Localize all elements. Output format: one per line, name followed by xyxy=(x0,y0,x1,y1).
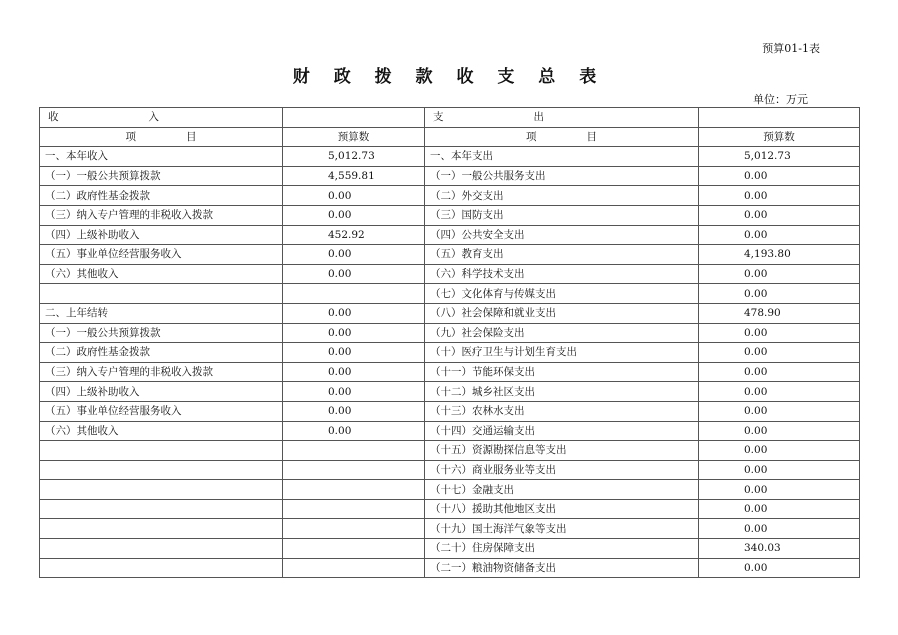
income-value-cell: 0.00 xyxy=(283,205,425,225)
table-row xyxy=(40,558,860,578)
expense-item-char1: 项 xyxy=(526,130,537,143)
income-item-cell: （四）上级补助收入 xyxy=(40,225,283,245)
income-item-cell: （三）纳入专户管理的非税收入拨款 xyxy=(40,205,283,225)
section-header-row xyxy=(40,108,860,128)
expense-header xyxy=(425,108,699,128)
table-row xyxy=(40,343,860,363)
unit-label: 单位：万元 xyxy=(753,93,808,106)
expense-value-cell: 0.00 xyxy=(699,323,860,343)
expense-item-cell: （四）公共安全支出 xyxy=(425,225,699,245)
table-row xyxy=(40,539,860,559)
table-row xyxy=(40,499,860,519)
income-value-cell: 4,559.81 xyxy=(283,166,425,186)
income-value-cell: 5,012.73 xyxy=(283,147,425,167)
expense-value-cell: 0.00 xyxy=(699,186,860,206)
expense-value-cell: 0.00 xyxy=(699,264,860,284)
income-value-cell: 0.00 xyxy=(283,343,425,363)
income-value-cell: 0.00 xyxy=(283,186,425,206)
expense-item-cell: （十四）交通运输支出 xyxy=(425,421,699,441)
expense-header-char1: 支 xyxy=(433,111,444,124)
income-item-cell xyxy=(40,558,283,578)
table-row xyxy=(40,147,860,167)
income-item-cell: （三）纳入专户管理的非税收入拨款 xyxy=(40,362,283,382)
expense-item-cell: （五）教育支出 xyxy=(425,245,699,265)
expense-value-cell: 0.00 xyxy=(699,166,860,186)
income-value-cell xyxy=(283,539,425,559)
income-item-cell: （五）事业单位经营服务收入 xyxy=(40,245,283,265)
income-item-cell: 二、上年结转 xyxy=(40,303,283,323)
table-row xyxy=(40,225,860,245)
income-header xyxy=(40,108,283,128)
table-row xyxy=(40,421,860,441)
income-value-cell: 0.00 xyxy=(283,362,425,382)
table-body xyxy=(40,108,860,578)
table-row xyxy=(40,460,860,480)
expense-item-cell: （一）一般公共服务支出 xyxy=(425,166,699,186)
table-row xyxy=(40,284,860,304)
table-row xyxy=(40,441,860,461)
income-item-cell: （四）上级补助收入 xyxy=(40,382,283,402)
expense-item-cell: （二）外交支出 xyxy=(425,186,699,206)
expense-item-cell: （三）国防支出 xyxy=(425,205,699,225)
income-item-cell: （一）一般公共预算拨款 xyxy=(40,166,283,186)
income-header-blank xyxy=(283,108,425,128)
income-value-cell: 0.00 xyxy=(283,401,425,421)
income-header-char1: 收 xyxy=(48,111,59,124)
income-item-cell: （一）一般公共预算拨款 xyxy=(40,323,283,343)
income-item-cell: （六）其他收入 xyxy=(40,421,283,441)
income-value-cell xyxy=(283,480,425,500)
expense-item-cell: （九）社会保险支出 xyxy=(425,323,699,343)
income-value-cell xyxy=(283,558,425,578)
expense-value-cell: 0.00 xyxy=(699,499,860,519)
table-row xyxy=(40,245,860,265)
expense-header-blank xyxy=(699,108,860,128)
expense-item-cell: （十二）城乡社区支出 xyxy=(425,382,699,402)
table-row xyxy=(40,264,860,284)
table-row xyxy=(40,303,860,323)
table-row xyxy=(40,323,860,343)
expense-value-cell: 0.00 xyxy=(699,382,860,402)
expense-value-cell: 0.00 xyxy=(699,343,860,363)
expense-item-cell: （十六）商业服务业等支出 xyxy=(425,460,699,480)
expense-value-cell: 0.00 xyxy=(699,441,860,461)
expense-value-cell: 0.00 xyxy=(699,401,860,421)
table-row xyxy=(40,166,860,186)
expense-value-cell: 0.00 xyxy=(699,558,860,578)
expense-item-char2: 目 xyxy=(586,130,597,143)
income-item-cell: （二）政府性基金拨款 xyxy=(40,343,283,363)
expense-value-cell: 0.00 xyxy=(699,205,860,225)
income-value-cell: 0.00 xyxy=(283,323,425,343)
table-row xyxy=(40,382,860,402)
expense-value-cell: 0.00 xyxy=(699,460,860,480)
table-row xyxy=(40,480,860,500)
table-row xyxy=(40,519,860,539)
income-item-cell: （六）其他收入 xyxy=(40,264,283,284)
income-value-cell: 0.00 xyxy=(283,264,425,284)
table-row xyxy=(40,362,860,382)
expense-value-cell: 0.00 xyxy=(699,362,860,382)
income-item-cell xyxy=(40,460,283,480)
income-header-char2: 入 xyxy=(148,111,159,124)
expense-value-cell: 0.00 xyxy=(699,519,860,539)
income-item-cell: 一、本年收入 xyxy=(40,147,283,167)
expense-item-cell: （十五）资源勘探信息等支出 xyxy=(425,441,699,461)
income-item-cell: （五）事业单位经营服务收入 xyxy=(40,401,283,421)
income-item-cell xyxy=(40,441,283,461)
income-value-cell: 0.00 xyxy=(283,421,425,441)
income-item-char2: 目 xyxy=(186,130,197,143)
expense-item-cell: （十一）节能环保支出 xyxy=(425,362,699,382)
expense-value-cell: 0.00 xyxy=(699,421,860,441)
budget-table xyxy=(39,107,860,578)
income-item-header xyxy=(40,127,283,147)
income-item-cell: （二）政府性基金拨款 xyxy=(40,186,283,206)
income-item-cell xyxy=(40,519,283,539)
income-value-cell xyxy=(283,460,425,480)
expense-item-cell: （二一）粮油物资储备支出 xyxy=(425,558,699,578)
expense-value-cell: 4,193.80 xyxy=(699,245,860,265)
income-value-cell xyxy=(283,441,425,461)
income-value-cell: 0.00 xyxy=(283,245,425,265)
income-budget-header: 预算数 xyxy=(283,127,425,147)
income-item-cell xyxy=(40,480,283,500)
expense-item-cell: 一、本年支出 xyxy=(425,147,699,167)
expense-item-cell: （七）文化体育与传媒支出 xyxy=(425,284,699,304)
expense-value-cell: 0.00 xyxy=(699,480,860,500)
income-value-cell xyxy=(283,499,425,519)
expense-budget-header: 预算数 xyxy=(699,127,860,147)
expense-item-cell: （十）医疗卫生与计划生育支出 xyxy=(425,343,699,363)
income-item-cell xyxy=(40,284,283,304)
income-value-cell: 0.00 xyxy=(283,303,425,323)
expense-item-cell: （六）科学技术支出 xyxy=(425,264,699,284)
expense-item-cell: （八）社会保障和就业支出 xyxy=(425,303,699,323)
page-title: 财 政 拨 款 收 支 总 表 xyxy=(292,67,606,87)
expense-item-cell: （二十）住房保障支出 xyxy=(425,539,699,559)
column-header-row xyxy=(40,127,860,147)
expense-value-cell: 5,012.73 xyxy=(699,147,860,167)
income-value-cell xyxy=(283,519,425,539)
expense-item-cell: （十七）金融支出 xyxy=(425,480,699,500)
expense-item-cell: （十三）农林水支出 xyxy=(425,401,699,421)
expense-header-char2: 出 xyxy=(533,111,544,124)
table-row xyxy=(40,205,860,225)
table-row xyxy=(40,186,860,206)
income-item-cell xyxy=(40,499,283,519)
income-item-char1: 项 xyxy=(125,130,136,143)
expense-item-cell: （十九）国土海洋气象等支出 xyxy=(425,519,699,539)
expense-value-cell: 478.90 xyxy=(699,303,860,323)
expense-item-cell: （十八）援助其他地区支出 xyxy=(425,499,699,519)
table-row xyxy=(40,401,860,421)
income-value-cell: 452.92 xyxy=(283,225,425,245)
expense-value-cell: 340.03 xyxy=(699,539,860,559)
form-code: 预算01-1表 xyxy=(762,42,820,55)
expense-value-cell: 0.00 xyxy=(699,284,860,304)
expense-value-cell: 0.00 xyxy=(699,225,860,245)
income-item-cell xyxy=(40,539,283,559)
income-value-cell: 0.00 xyxy=(283,382,425,402)
expense-item-header xyxy=(425,127,699,147)
income-value-cell xyxy=(283,284,425,304)
